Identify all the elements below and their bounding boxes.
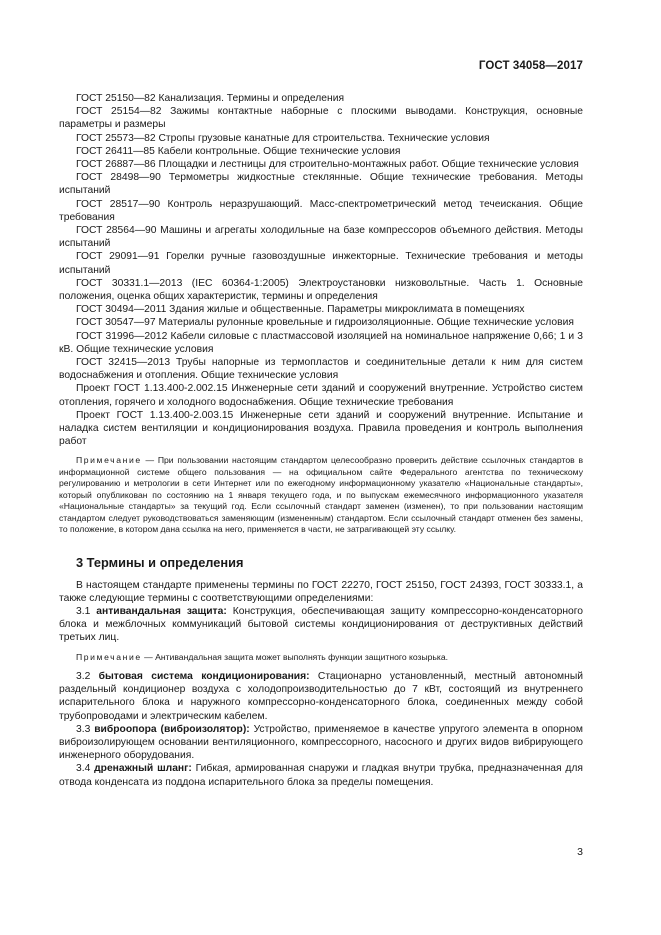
note-text: При пользовании настоящим стандартом целесообразно проверить действие ссылочных стандартов в информационной системе общего пользования — на официальном сайте Федерального агентства по техническому регулированию и метрологии в сети Интернет или по ежегодному информационному указателю «Национальные стандарты», который опубликован по состоянию на 1 января текущего года, и по выпускам ежемесячного информационного указателя «Национальные стандарты» за текущий год. Если ссылочный стандарт заменен (изменен), то при пользовании настоящим стандартом следует руководствоваться заменяющим (измененным) стандартом. Если ссылочный стандарт отменен без замены, то положение, в котором дана ссылка на него, применяется в части, не затрагивающей эту ссылку. — [59, 455, 584, 534]
term-number: 3.3 — [76, 723, 95, 735]
ref-item: ГОСТ 25154—82 Зажимы контактные наборные с плоскими выводами. Конструкция, основные параметры и размеры — [59, 106, 583, 131]
term-3-3 — [59, 723, 583, 763]
note-dash: — — [141, 651, 156, 662]
term-name: бытовая система кондиционирования: — [98, 670, 310, 682]
term-number: 3.4 — [76, 763, 95, 775]
doc-code-header: ГОСТ 34058—2017 — [478, 60, 583, 72]
ref-item: Проект ГОСТ 1.13.400-2.003.15 Инженерные сети зданий и сооружений внутренние. Испытание и наладка систем вентиляции и кондиционирования воздуха. Правила проведения и контроль выполнения работ — [59, 409, 583, 448]
term-3-4 — [59, 762, 583, 788]
section-intro: В настоящем стандарте применены термины по ГОСТ 22270, ГОСТ 25150, ГОСТ 24393, ГОСТ 30333.1, а также следующие термины с соответствующими определениями: — [59, 579, 583, 604]
ref-item: ГОСТ 32415—2013 Трубы напорные из термопластов и соединительные детали к ним для систем водоснабжения и отопления. Общие технические условия — [59, 357, 583, 382]
ref-item: ГОСТ 28517—90 Контроль неразрушающий. Масс-спектрометрический метод течеискания. Общие требования — [59, 198, 583, 223]
note-dash: — — [141, 455, 158, 466]
ref-item: ГОСТ 26411—85 Кабели контрольные. Общие технические условия — [76, 145, 401, 157]
page-number: 3 — [577, 846, 583, 858]
page-body — [59, 92, 583, 789]
note-term-3-1 — [59, 652, 583, 663]
ref-item: ГОСТ 28564—90 Машины и агрегаты холодильные на базе компрессоров объемного действия. Методы испытаний — [59, 225, 583, 250]
ref-item: ГОСТ 30331.1—2013 (IEC 60364-1:2005) Электроустановки низковольтные. Часть 1. Основные положения, оценка общих характеристик, термины и определения — [59, 277, 583, 303]
term-number: 3.2 — [76, 670, 99, 682]
term-3-2 — [59, 670, 583, 723]
ref-item: ГОСТ 31996—2012 Кабели силовые с пластмассовой изоляцией на номинальное напряжение 0,66; 1 и 3 кВ. Общие технические условия — [59, 330, 583, 355]
ref-item: ГОСТ 25150—82 Канализация. Термины и определения — [76, 93, 345, 104]
term-definition: Гибкая, армированная снаружи и гладкая внутри трубка, предназначенная для отвода конденсата из поддона испарительного блока за пределы помещения. — [59, 763, 583, 788]
ref-item: Проект ГОСТ 1.13.400-2.002.15 Инженерные сети зданий и сооружений внутренние. Устройство систем отопления, горячего и холодного водоснабжения. Общие технические требования — [59, 383, 583, 408]
note-references — [59, 455, 583, 535]
ref-item: ГОСТ 28498—90 Термометры жидкостные стеклянные. Общие технические требования. Методы испытаний — [59, 172, 583, 197]
ref-item: ГОСТ 30547—97 Материалы рулонные кровельные и гидроизоляционные. Общие технические условия — [76, 317, 574, 329]
term-definition: Конструкция, обеспечивающая защиту компрессорно-конденсаторного блока и межблочных коммуникаций бытовой системы кондиционирования от деструктивных действий третьих лиц. — [59, 605, 583, 644]
term-name: антивандальная защита: — [96, 605, 227, 617]
term-number: 3.1 — [76, 605, 97, 617]
note-text: Антивандальная защита может выполнять функции защитного козырька. — [155, 651, 449, 662]
term-definition: Устройство, применяемое в качестве упругого элемента в опорном виброизолирующем основании вентиляционного, компрессорного, насосного и других видов вибрирующего инженерного оборудования. — [59, 723, 583, 762]
ref-item: ГОСТ 29091—91 Горелки ручные газовоздушные инжекторные. Технические требования и методы испытаний — [59, 251, 583, 276]
term-3-1 — [59, 605, 583, 645]
term-name: виброопора (виброизолятор): — [94, 723, 250, 735]
ref-item: ГОСТ 30494—2011 Здания жилые и общественные. Параметры микроклимата в помещениях — [76, 304, 525, 316]
ref-item: ГОСТ 25573—82 Стропы грузовые канатные для строительства. Технические условия — [76, 132, 490, 144]
note-label: Примечание — [76, 455, 142, 466]
term-name: дренажный шланг: — [94, 763, 192, 775]
note-label: Примечание — [76, 651, 142, 662]
term-definition: Стационарно установленный, местный автономный раздельный кондиционер воздуха с холодопроизводительностью до 7 кВт, состоящий из внутреннего испарительного блока и наружного компрессорно-конденсаторного блока, соединенных между собой трубопроводами и электрическим кабелем. — [59, 670, 583, 722]
section-title: 3 Термины и определения — [76, 555, 244, 571]
ref-item: ГОСТ 26887—86 Площадки и лестницы для строительно-монтажных работ. Общие технические условия — [76, 159, 579, 171]
